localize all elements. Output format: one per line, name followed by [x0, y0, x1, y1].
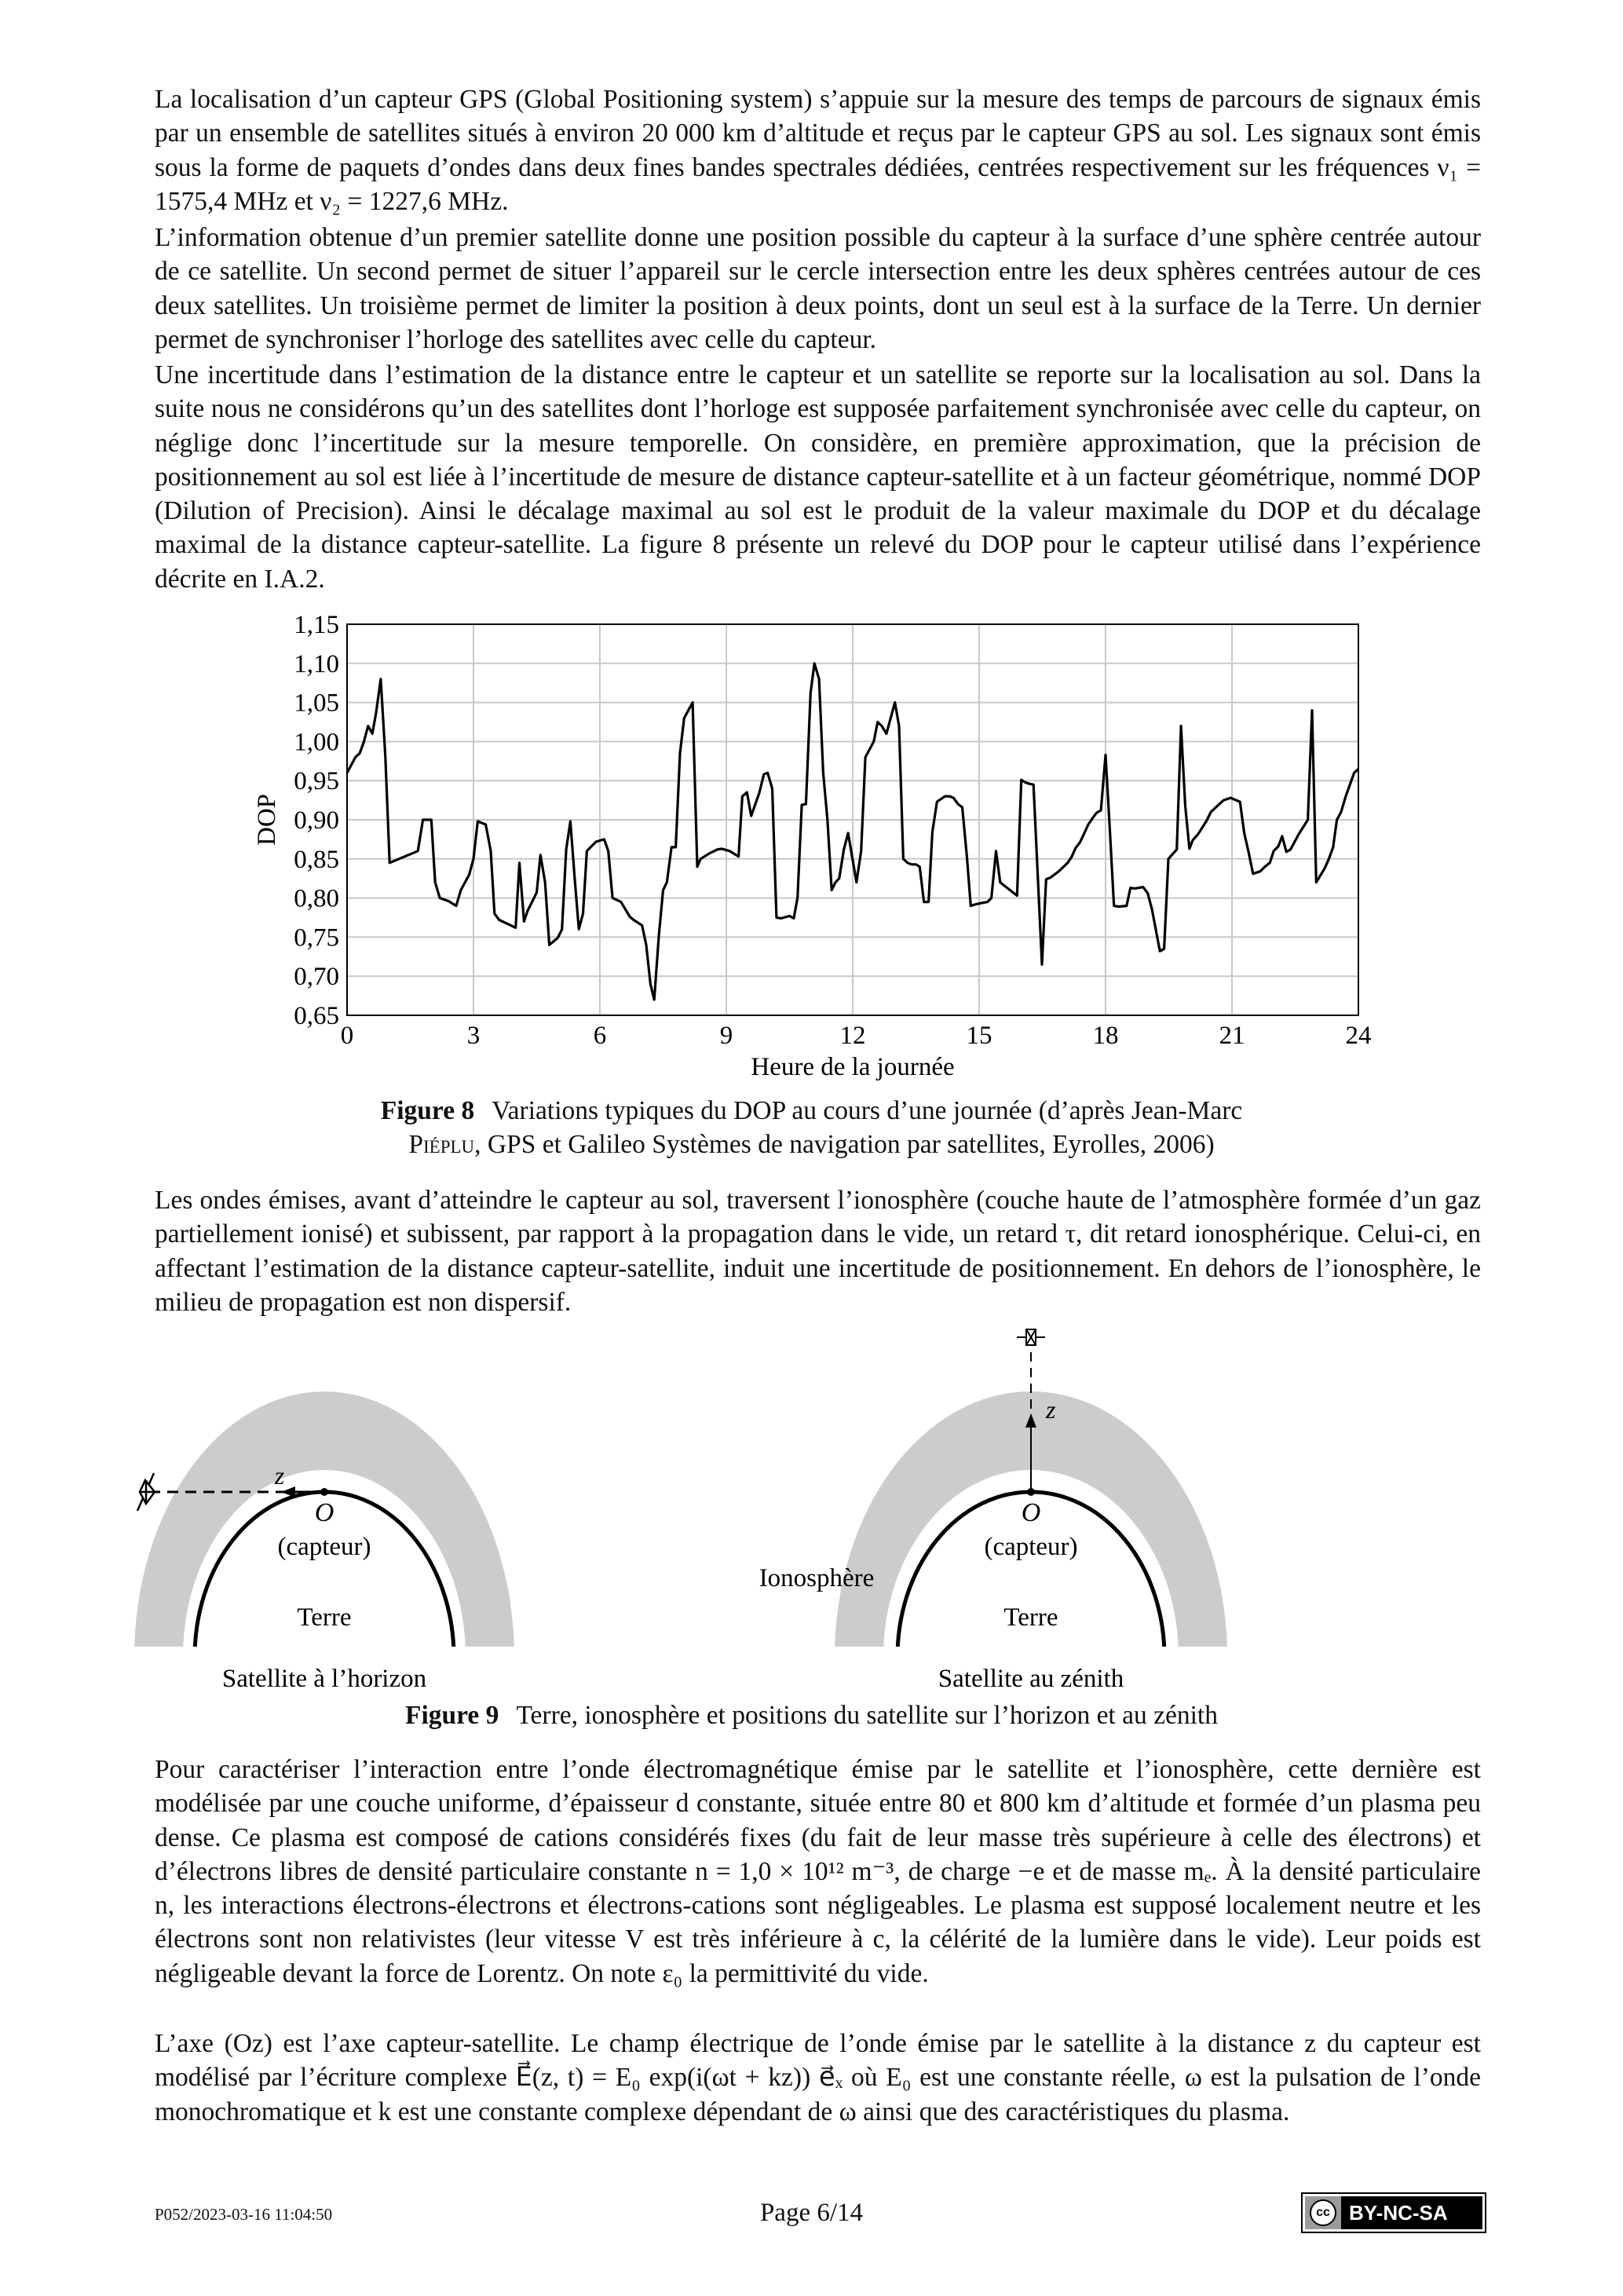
- paragraph-gps-intro: La localisation d’un capteur GPS (Global Positioning system) s’appuie sur la mesure des temps de parcours de signaux émis par un ensemble de satellites situés à environ 20 000 km d’altitude et reçus par le capteur GPS au sol. Les signaux sont émis sous la forme de paquets d’ondes dans deux fines bandes spectrales dédiées, centrées respectivement sur les fréquences ν₁ = 1575,4 MHz et ν₂ = 1227,6 MHz.: [155, 85, 1481, 216]
- figure9-label: Figure 9: [405, 1701, 499, 1730]
- paragraph-dop: Une incertitude dans l’estimation de la distance entre le capteur et un satellite se reporte sur la localisation au sol. Dans la suite nous ne considérons qu’un des satellites dont l’horloge est supposée parfaitement synchronisée avec celle du capteur, on néglige donc l’incertitude sur la mesure temporelle. On considère, en première approximation, que la précision de positionnement au sol est liée à l’incertitude de mesure de distance capteur-satellite et à un facteur géométrique, nommé DOP (Dilution of Precision). Ainsi le décalage maximal au sol est le produit de la valeur maximale du DOP et du décalage maximal de la distance capteur-satellite. La figure 8 présente un relevé du DOP pour le capteur utilisé dans l’expérience décrite en I.A.2.: [155, 360, 1481, 594]
- figure8-caption: [0, 1094, 1623, 1162]
- x-tick-label: 12: [839, 1022, 866, 1050]
- y-tick-label: 0,95: [294, 767, 339, 796]
- figure8-label: Figure 8: [380, 1096, 475, 1125]
- satellite-icon-left: [137, 1473, 155, 1511]
- page-number: Page 6/14: [759, 2199, 864, 2227]
- paragraph-ionosphere: Les ondes émises, avant d’atteindre le capteur au sol, traversent l’ionosphère (couche haute de l’atmosphère formée d’un gaz partiellement ionisé) et subissent, par rapport à la propagation dans le vide, un retard τ, dit retard ionosphérique. Celui-ci, en affectant l’estimation de la distance capteur-satellite, induit une incertitude de positionnement. En dehors de l’ionosphère, le milieu de propagation est non dispersif.: [155, 1186, 1481, 1317]
- figure8-caption-author: Piéplu: [408, 1130, 475, 1160]
- x-axis-label: Heure de la journée: [751, 1053, 955, 1081]
- z-label-left: z: [274, 1461, 285, 1490]
- x-tick-label: 6: [593, 1022, 607, 1050]
- earth-label-left: Terre: [297, 1603, 352, 1632]
- y-tick-label: 0,90: [294, 806, 339, 835]
- figure9-caption: [0, 1698, 1623, 1732]
- dop-chart: [0, 0, 1623, 1099]
- earth-label-right: Terre: [1003, 1603, 1058, 1632]
- y-tick-label: 1,15: [294, 611, 339, 639]
- x-tick-label: 15: [966, 1022, 992, 1050]
- ionosphere-label: Ionosphère: [758, 1564, 875, 1592]
- origin-label-right: O: [1021, 1498, 1041, 1527]
- y-tick-label: 0,80: [294, 884, 339, 913]
- figure9-diagram: [0, 1319, 1623, 1696]
- sensor-label-right: (capteur): [984, 1533, 1078, 1561]
- y-tick-label: 1,05: [294, 689, 339, 718]
- x-tick-label: 18: [1092, 1022, 1119, 1050]
- satellite-zenith-title: Satellite au zénith: [938, 1665, 1124, 1693]
- license-badge: [1303, 2194, 1485, 2232]
- y-tick-label: 1,00: [294, 728, 339, 757]
- paragraph-field: L’axe (Oz) est l’axe capteur-satellite. Le champ électrique de l’onde émise par le satellite à la distance z du capteur est modélisé par l’écriture complexe E⃗(z, t) = E₀ exp(i(ωt + kz)) e⃗ₓ où E₀ est une constante réelle, ω est la pulsation de l’onde monochromatique et k est une constante complexe dépendant de ω ainsi que des caractéristiques du plasma.: [155, 2029, 1481, 2126]
- origin-point-left: [320, 1488, 328, 1496]
- license-text: BY-NC-SA: [1349, 2200, 1448, 2225]
- sensor-label-left: (capteur): [277, 1533, 371, 1561]
- y-tick-label: 0,75: [294, 923, 339, 952]
- y-tick-label: 1,10: [294, 649, 339, 678]
- figure8-caption-line1: Variations typiques du DOP au cours d’une journée (d’après Jean-Marc: [492, 1096, 1243, 1125]
- document-id: P052/2023-03-16 11:04:50: [155, 2205, 333, 2224]
- satellite-icon-right: [1017, 1329, 1045, 1345]
- figure8-caption-line2: , GPS et Galileo Systèmes de navigation par satellites, Eyrolles, 2006): [474, 1130, 1215, 1160]
- y-tick-label: 0,65: [294, 1002, 339, 1030]
- y-axis-label: DOP: [253, 793, 281, 846]
- figure9-caption-text: Terre, ionosphère et positions du satellite sur l’horizon et au zénith: [516, 1701, 1218, 1730]
- origin-label-left: O: [314, 1498, 334, 1527]
- paragraph-plasma: Pour caractériser l’interaction entre l’onde électromagnétique émise par le satellite et l’ionosphère, cette dernière est modélisée par une couche uniforme, d’épaisseur d constante, située entre 80 et 800 km d’altitude et formée d’un plasma peu dense. Ce plasma est composé de cations considérés fixes (du fait de leur masse très supérieure à celle des électrons) et d’électrons libres de densité particulaire constante n = 1,0 × 10¹² m⁻³, de charge −e et de masse mₑ. À la densité particulaire n, les interactions électrons-électrons et électrons-cations sont négligeables. Le plasma est supposé localement neutre et les électrons sont non relativistes (leur vitesse V est très inférieure à c, la célérité de la lumière dans le vide). Leur poids est négligeable devant la force de Lorentz. On note ε₀ la permittivité du vide.: [155, 1755, 1481, 1988]
- paragraph-satellites: L’information obtenue d’un premier satellite donne une position possible du capteur à la surface d’une sphère centrée autour de ce satellite. Un second permet de situer l’appareil sur le cercle intersection entre les deux sphères centrées autour de ces deux satellites. Un troisième permet de limiter la position à deux points, dont un seul est à la surface de la Terre. Un dernier permet de synchroniser l’horloge des satellites avec celle du capteur.: [155, 223, 1481, 354]
- cc-logo-icon: cc: [1310, 2199, 1336, 2226]
- x-tick-label: 24: [1345, 1022, 1372, 1050]
- y-tick-label: 0,70: [294, 963, 339, 992]
- origin-point-right: [1027, 1488, 1035, 1496]
- x-tick-label: 3: [466, 1022, 481, 1050]
- x-tick-label: 21: [1219, 1022, 1245, 1050]
- satellite-horizon-title: Satellite à l’horizon: [221, 1665, 427, 1693]
- x-tick-label: 0: [340, 1022, 354, 1050]
- z-label-right: z: [1046, 1395, 1056, 1424]
- x-tick-label: 9: [719, 1022, 733, 1050]
- y-tick-label: 0,85: [294, 845, 339, 874]
